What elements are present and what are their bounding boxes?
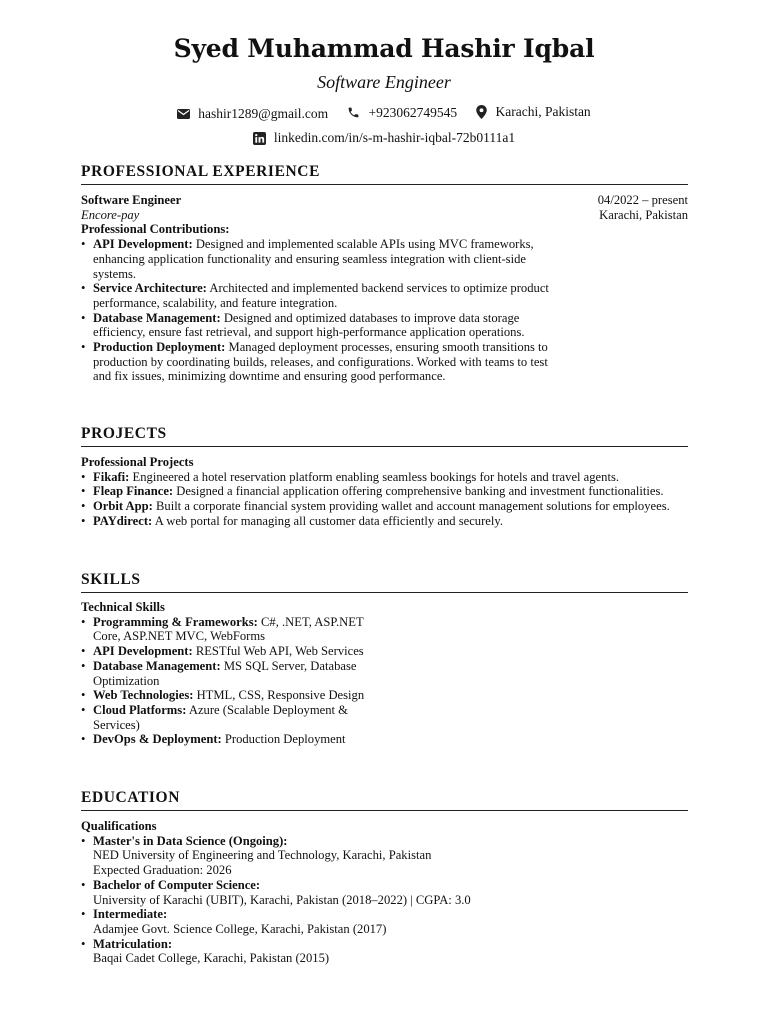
list-item [81, 644, 366, 659]
job-company: Encore-pay [81, 207, 140, 222]
item-text: Architected and implemented backend services to optimize product performance, scalability, and feature integration. [93, 281, 549, 310]
item-text: C#, .NET, ASP.NET Core, ASP.NET MVC, WebForms [93, 614, 364, 644]
degree-label: • Matriculation: [93, 936, 173, 951]
email-text[interactable]: hashir1289@gmail.com [198, 106, 329, 121]
degree-detail: Expected Graduation: 2026 [93, 863, 232, 878]
item-text: Designed a financial application offering comprehensive banking and investment functionalities. [173, 484, 664, 499]
experience-subheading: Professional Contributions: [81, 222, 230, 237]
envelope-icon [177, 109, 190, 119]
candidate-title: Software Engineer [317, 72, 451, 92]
linkedin-row [0, 130, 768, 149]
item-label: Web Technologies: [93, 688, 194, 703]
location-pin-icon [476, 105, 487, 119]
phone-icon [347, 106, 360, 119]
list-item [81, 499, 688, 514]
job-location: Karachi, Pakistan [599, 207, 688, 222]
item-text: RESTful Web API, Web Services [192, 644, 364, 659]
linkedin-icon [253, 132, 266, 145]
item-text: Production Deployment [221, 732, 346, 747]
list-item [81, 732, 366, 747]
degree-detail: Baqai Cadet College, Karachi, Pakistan (2015) [93, 951, 330, 966]
item-label: API Development: [93, 237, 193, 252]
list-item [81, 281, 551, 310]
item-label: Database Management: [93, 658, 221, 673]
item-label: Production Deployment: [93, 340, 226, 355]
contact-row [0, 104, 768, 123]
projects-subheading: Professional Projects [81, 455, 194, 469]
item-label: Fleap Finance: [93, 484, 174, 499]
projects-entry [81, 455, 688, 529]
phone-contact[interactable] [347, 105, 457, 121]
list-item [81, 937, 688, 966]
item-text: Designed and optimized databases to improve data storage efficiency, ensure fast retrieval, and support high-performance application operations. [93, 310, 525, 340]
linkedin-contact[interactable] [253, 130, 515, 146]
item-label: Programming & Frameworks: [93, 614, 258, 629]
item-text: A web portal for managing all customer data efficiently and securely. [152, 513, 503, 528]
item-text: MS SQL Server, Database Optimization [93, 658, 357, 688]
item-label: Cloud Platforms: [93, 702, 187, 717]
item-text: Designed and implemented scalable APIs using MVC frameworks, enhancing application functionality and ensuring seamless integration with client-side systems. [93, 237, 534, 281]
degree-label: • Master's in Data Science (Ongoing): [93, 833, 288, 848]
skills-entry [81, 600, 688, 747]
email-contact[interactable] [177, 106, 328, 122]
item-label: Database Management: [93, 310, 221, 325]
list-item [81, 834, 688, 878]
section-title-experience: PROFESSIONAL EXPERIENCE [81, 163, 688, 185]
item-text: Engineered a hotel reservation platform enabling seamless bookings for hotels and travel agents. [129, 469, 619, 484]
item-text: Managed deployment processes, ensuring smooth transitions to production by coordinating builds, releases, and configurations. Worked with teams to test and fix issues, minimizing downtime and ensuring good performance. [93, 340, 548, 384]
candidate-name: Syed Muhammad Hashir Iqbal [173, 34, 595, 63]
list-item [81, 615, 366, 644]
location-contact [476, 104, 590, 120]
item-label: Service Architecture: [93, 281, 207, 296]
list-item [81, 878, 688, 907]
experience-entry [81, 193, 688, 384]
degree-detail: NED University of Engineering and Technology, Karachi, Pakistan [93, 848, 432, 863]
degree-label: • Bachelor of Computer Science: [93, 877, 261, 892]
list-item [81, 907, 688, 936]
section-title-skills: SKILLS [81, 571, 688, 593]
location-text: Karachi, Pakistan [495, 104, 591, 119]
education-list [81, 834, 688, 966]
degree-label: • Intermediate: [93, 907, 168, 922]
list-item [81, 484, 688, 499]
list-item [81, 703, 366, 732]
list-item [81, 514, 688, 529]
item-text: Built a corporate financial system providing wallet and account management solutions for employees. [152, 499, 670, 514]
list-item [81, 470, 688, 485]
degree-detail: University of Karachi (UBIT), Karachi, Pakistan (2018–2022) | CGPA: 3.0 [93, 892, 471, 907]
section-title-education: EDUCATION [81, 789, 688, 811]
education-entry [81, 819, 688, 966]
item-label: Fikafi: [93, 469, 130, 484]
item-text: Azure (Scalable Deployment & Services) [93, 702, 348, 732]
linkedin-text[interactable]: linkedin.com/in/s-m-hashir-iqbal-72b0111a1 [273, 130, 516, 145]
list-item [81, 311, 551, 340]
item-label: DevOps & Deployment: [93, 732, 222, 747]
skills-list [81, 615, 366, 747]
job-role: Software Engineer [81, 193, 182, 207]
item-label: API Development: [93, 644, 193, 659]
skills-subheading: Technical Skills [81, 600, 165, 614]
phone-text[interactable]: +923062749545 [368, 104, 458, 120]
item-label: PAYdirect: [93, 513, 153, 528]
item-label: Orbit App: [93, 499, 153, 514]
education-subheading: Qualifications [81, 819, 157, 833]
job-dates: 04/2022 – present [597, 193, 688, 207]
item-text: HTML, CSS, Responsive Design [193, 688, 365, 703]
list-item [81, 659, 366, 688]
list-item [81, 688, 366, 703]
projects-list [81, 470, 688, 529]
list-item [81, 237, 551, 281]
experience-list [81, 237, 551, 384]
job-meta [598, 193, 688, 222]
list-item [81, 340, 551, 384]
degree-detail: Adamjee Govt. Science College, Karachi, Pakistan (2017) [93, 921, 387, 936]
section-title-projects: PROJECTS [81, 425, 688, 447]
